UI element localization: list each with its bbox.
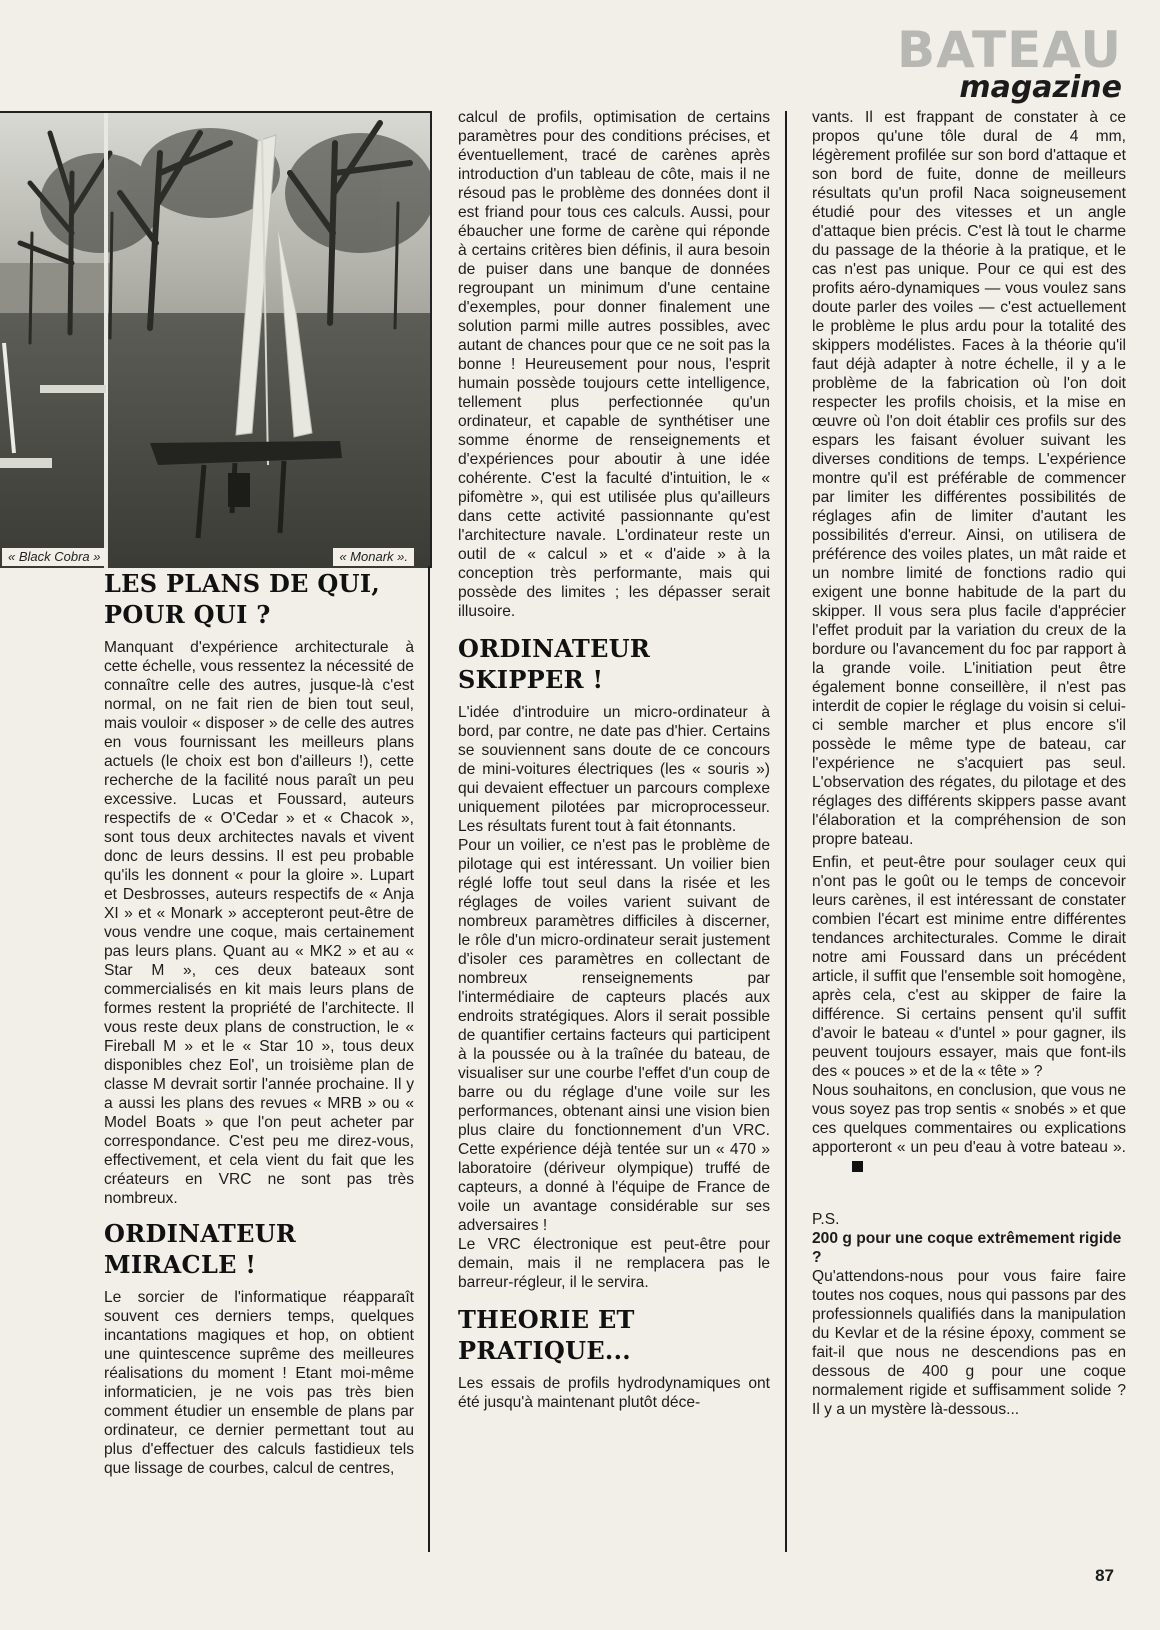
column-1	[104, 568, 414, 1478]
paragraph	[812, 1081, 1126, 1176]
column-2	[458, 108, 770, 1412]
ps-label: P.S.	[812, 1211, 840, 1228]
paragraph: vants. Il est frappant de constater à ce propos qu'une tôle dural de 4 mm, légèrement profilée sur son bord d'attaque et son bord de fuite, donne de meilleurs résultats qu'un profil Naca soigneusement étudié pour des vitesses et un angle d'attaque bien précis. C'est là tout le charme du passage de la théorie à la pratique, et le cas n'est pas unique. Pour ce qui est des profits aéro-dynamiques — vous voulez sans doute parler des voiles — c'est actuellement le problème le plus ardu pour la totalité des skippers modélistes. Faces à la théorie qu'il faut déjà adapter à notre échelle, il y a le problème de la fabrication où l'on doit respecter les profils choisis, et la mise en œuvre où l'on doit établir ces profils sur des espars les faisant évoluer suivant les diverses conditions de temps. L'expérience montre qu'il est préférable de commencer par limiter les différentes possibilités de réglages afin de limiter d'autant les possibilités d'erreur. Ainsi, on utilisera de préférence des voiles plates, un mât raide et un nombre limité de fonctions radio qui exigent une bonne habitude de la part du skipper. Il vous sera plus facile d'apprécier l'effet produit par la variation du creux de la bordure ou l'avancement du foc par rapport à la grande voile. L'initiation peut être également bonne conseillère, il n'est pas interdit de copier le réglage du voisin si celui-ci semble marcher et plus encore s'il possède le même type de bateau, car l'expérience ne s'acquiert pas seul. L'observation des régates, du pilotage et des réglages des différents skippers passe avant l'élaboration et la compréhension de son propre bateau.	[812, 109, 1126, 848]
end-of-article-mark	[852, 1161, 863, 1172]
heading-ordinateur-miracle: ORDINATEUR MIRACLE !	[104, 1219, 297, 1279]
masthead	[897, 22, 1122, 104]
caption-black-cobra: « Black Cobra »	[2, 548, 107, 566]
caption-monark: « Monark ».	[333, 548, 414, 566]
heading-ordinateur-skipper: ORDINATEUR SKIPPER !	[458, 634, 651, 694]
paragraph: L'idée d'introduire un micro-ordinateur à bord, par contre, ne date pas d'hier. Certains se souviennent sans doute de ce concours de mini-voitures électriques (les « souris ») qui devaient effectuer un parcours complexe uniquement pilotées par microprocesseur. Les résultats furent tout à fait étonnants.	[458, 704, 770, 835]
heading-les-plans: LES PLANS DE QUI, POUR QUI ?	[104, 569, 381, 629]
paragraph: Enfin, et peut-être pour soulager ceux qui n'ont pas le goût ou le temps de concevoir leurs carènes, il est intéressant de constater combien l'écart est minime entre différentes tendances architecturales. Comme le dirait notre ami Foussard dans un précédent article, il suffit que l'ensemble soit homogène, après cela, c'est au skipper de faire la différence. Si certains pensent qu'il suffit d'avoir le bateau « d'untel » pour gagner, ils peuvent toujours essayer, mais que font-ils des « pouces » et de la « tête » ?	[812, 854, 1126, 1080]
sailboat-photo	[0, 111, 432, 568]
page-number: 87	[1095, 1566, 1114, 1585]
paragraph: calcul de profils, optimisation de certains paramètres pour des conditions précises, et éventuellement, tracé de carènes après introduction d'un tableau de côte, mais il ne résoud pas le problème des données dont il est friand pour tous ces calculs. Aussi, pour ébaucher une forme de carène qui réponde à certains critères bien définis, il aura besoin de puiser dans une banque de données regroupant un minimum d'une centaine d'exemples, pour donner finalement une solution parmi mille autres possibles, avec autant de chances pour que ce ne soit pas la bonne ! Heureusement pour nous, l'esprit humain possède toujours cette intelligence, tellement plus perfectionnée qu'un ordinateur, et capable de synthétiser une somme énorme de renseignements et d'expériences pour aboutir à une idée cohérente. C'est la faculté d'intuition, le « pifomètre », qui est utilisée plus qu'ailleurs dans cette activité passionnante qu'est l'architecture navale. L'ordinateur reste un outil de « calcul » et « d'aide » à la conception très performante, mais qui possède des limites ; les dépasser serait illusoire.	[458, 109, 770, 620]
conclusion-text: Nous souhaitons, en conclusion, que vous ne vous soyez pas trop sentis « snobés » et que ces quelques commentaires ou explications apporteront « un peu d'eau à votre bateau ».	[812, 1082, 1126, 1156]
paragraph: Pour un voilier, ce n'est pas le problème de pilotage qui est intéressant. Un voilier bien réglé loffe tout seul dans la risée et les réglages de voiles varient suivant de nombreux paramètres difficiles à discerner, le rôle d'un micro-ordinateur serait justement d'isoler ces paramètres en collectant de nombreux renseignements par l'intermédiaire de capteurs placés aux endroits stratégiques. Alors il serait possible de quantifier certains facteurs qui participent à la poussée ou à la traînée du bateau, de visualiser sur une courbe l'effet d'un coup de barre ou du réglage d'une voile sur les performances, obtenant ainsi une vision bien plus claire du fonctionnement d'un VRC. Cette expérience déjà tentée sur un « 470 » laboratoire (dériveur olympique) truffé de capteurs, a donné à l'équipe de France de voile un avantage considérable sur ses adversaires !	[458, 837, 770, 1234]
masthead-title: BATEAU	[897, 21, 1122, 79]
masthead-subtitle: magazine	[959, 70, 1122, 105]
photo-illustration	[0, 113, 430, 568]
paragraph: Le VRC électronique est peut-être pour demain, mais il ne remplacera pas le barreur-régleur, il le servira.	[458, 1236, 770, 1291]
heading-theorie-et-pratique: THEORIE ET PRATIQUE...	[458, 1305, 635, 1365]
paragraph: Le sorcier de l'informatique réapparaît souvent ces derniers temps, quelques incantations magiques et hop, on obtient une quintescence suprême des meilleures réalisations du moment ! Etant moi-même informaticien, je ne vois pas très bien comment étudier un ensemble de plans par ordinateur, ce dernier permettant tout au plus d'effectuer des calculs fastidieux tels que lissage de courbes, calcul de centres,	[104, 1289, 414, 1477]
ps-title: 200 g pour une coque extrêmement rigide ?	[812, 1230, 1122, 1266]
paragraph: Les essais de profils hydrodynamiques ont été jusqu'à maintenant plutôt déce-	[458, 1375, 770, 1411]
ps-paragraph: Qu'attendons-nous pour vous faire faire toutes nos coques, nous qui passons par des professionnels qualifiés dans la manipulation du Kevlar et de la résine époxy, comment se fait-il que nous ne descendions pas en dessous de 400 g pour une coque normalement rigide et suffisamment solide ? Il y a un mystère là-dessous...	[812, 1268, 1126, 1418]
column-rule-right	[785, 111, 787, 1552]
column-rule-left	[428, 566, 430, 1552]
paragraph: Manquant d'expérience architecturale à cette échelle, vous ressentez la nécessité de connaître celle des autres, jusque-là c'est normal, on ne fait rien de bien tout seul, mais vouloir « disposer » de celle des autres en vous fournissant les meilleurs plans actuels (le choix est bon d'ailleurs !), cette recherche de la facilité nous paraît un peu excessive. Lucas et Foussard, auteurs respectifs de « O'Cedar » et « Chacok », sont tous deux architectes navals et vivent donc de leurs dessins. Il est peu probable qu'ils les donnent « pour la gloire ». Lupart et Desbrosses, auteurs respectifs de « Anja XI » et « Monark » accepteront peut-être de vous vendre une coque, mais certainement pas leurs plans. Quant au « MK2 » et au « Star M », ces deux bateaux sont commercialisés en kit mais leurs plans de formes restent la propriété de l'architecte. Il vous reste deux plans de construction, le « Fireball M » et le « Star 10 », tous deux disponibles chez Eol', un troisième plan de classe M devrait sortir l'année prochaine. Il y a aussi les plans des revues « MRB » ou « Model Boats » que l'on peut acheter par correspondance. C'est peu me direz-vous, effectivement, et cela vient du fait que les créateurs en VRC ne sont pas très nombreux.	[104, 639, 414, 1207]
column-3	[812, 108, 1126, 1419]
